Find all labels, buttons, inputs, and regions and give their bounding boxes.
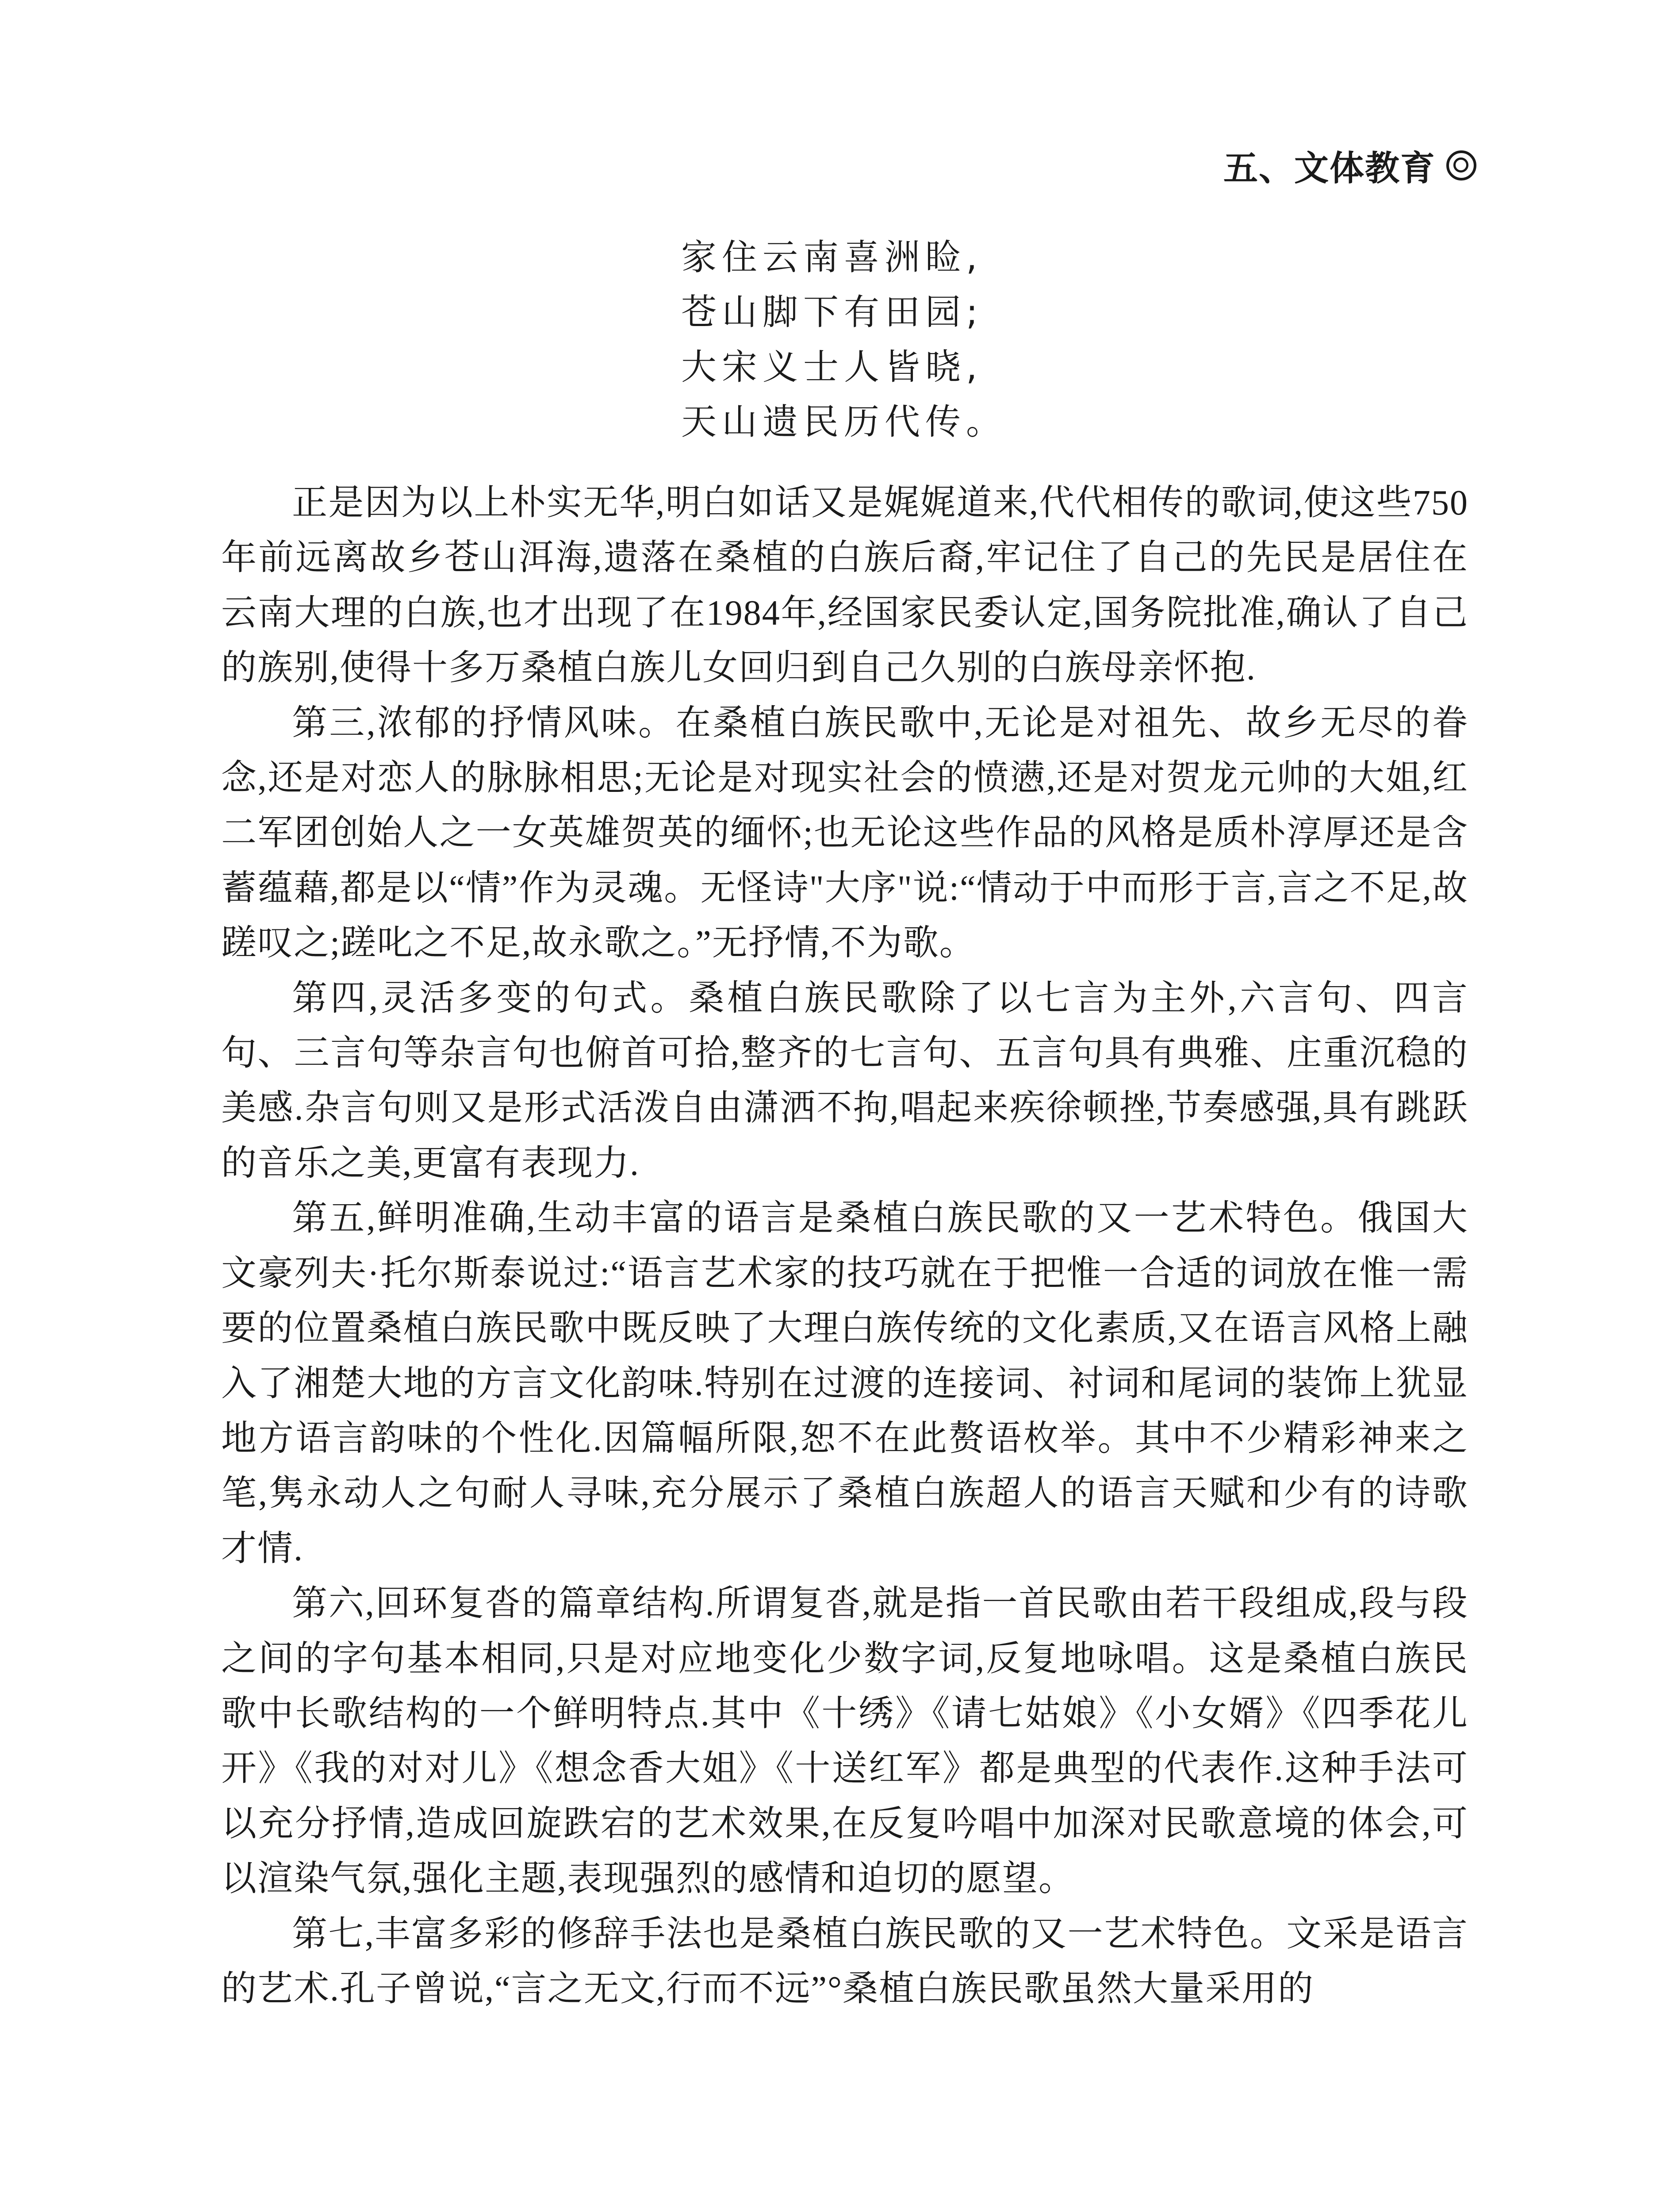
running-title: 五、文体教育 — [1223, 148, 1436, 188]
verse-block — [681, 230, 1007, 449]
paragraph: 第五,鲜明准确,生动丰富的语言是桑植白族民歌的又一艺术特色。俄国大文豪列夫·托尔斯泰说过:“语言艺术家的技巧就在于把惟一合适的词放在惟一需要的位置桑植白族民歌中既反映了大理白族传统的文化素质,又在语言风格上融入了湘楚大地的方言文化韵味.特别在过渡的连接词、衬词和尾词的装饰上犹显地方语言韵味的个性化.因篇幅所限,恕不在此赘语枚举。其中不少精彩神来之笔,隽永动人之句耐人寻味,充分展示了桑植白族超人的语言天赋和少有的诗歌才情. — [221, 1199, 1468, 1568]
paragraph: 第三,浓郁的抒情风味。在桑植白族民歌中,无论是对祖先、故乡无尽的眷念,还是对恋人的脉脉相思;无论是对现实社会的愤懑,还是对贺龙元帅的大姐,红二军团创始人之一女英雄贺英的缅怀;也无论这些作品的风格是质朴淳厚还是含蓄蕴藉,都是以“情”作为灵魂。无怪诗"大序"说:“情动于中而形于言,言之不足,故蹉叹之;蹉叱之不足,故永歌之。”无抒情,不为歌。 — [221, 703, 1468, 963]
paragraph: 第七,丰富多彩的修辞手法也是桑植白族民歌的又一艺术特色。文采是语言的艺术.孔子曾说,“言之无文,行而不远”°桑植白族民歌虽然大量采用的 — [221, 1914, 1468, 2008]
verse-line: 大宋义士人皆晓, — [681, 346, 983, 388]
paragraph: 第六,回环复沓的篇章结构.所谓复沓,就是指一首民歌由若干段组成,段与段之间的字句基本相同,只是对应地变化少数字词,反复地咏唱。这是桑植白族民歌中长歌结构的一个鲜明特点.其中《十绣》《请七姑娘》《小女婿》《四季花儿开》《我的对对儿》《想念香大姐》《十送红军》都是典型的代表作.这种手法可以充分抒情,造成回旋跌宕的艺术效果,在反复吟唱中加深对民歌意境的体会,可以渲染气氛,强化主题,表现强烈的感情和迫切的愿望。 — [221, 1584, 1468, 1899]
body-text — [221, 476, 1468, 2016]
paragraph: 正是因为以上朴实无华,明白如话又是娓娓道来,代代相传的歌词,使这些750年前远离故乡苍山洱海,遗落在桑植的白族后裔,牢记住了自己的先民是居住在云南大理的白族,也才出现了在1984年,经国家民委认定,国务院批准,确认了自己的族别,使得十多万桑植白族儿女回归到自己久别的白族母亲怀抱. — [221, 484, 1468, 688]
verse-line: 天山遗民历代传。 — [681, 401, 1007, 442]
running-head — [1223, 141, 1476, 190]
verse-line: 家住云南喜洲睑, — [681, 237, 983, 278]
verse-line: 苍山脚下有田园; — [681, 292, 983, 333]
double-circle-icon — [1446, 150, 1476, 180]
paragraph: 第四,灵活多变的句式。桑植白族民歌除了以七言为主外,六言句、四言句、三言句等杂言句也俯首可拾,整齐的七言句、五言句具有典雅、庄重沉稳的美感.杂言句则又是形式活泼自由潇洒不拘,唱起来疾徐顿挫,节奏感强,具有跳跃的音乐之美,更富有表现力. — [221, 979, 1468, 1183]
